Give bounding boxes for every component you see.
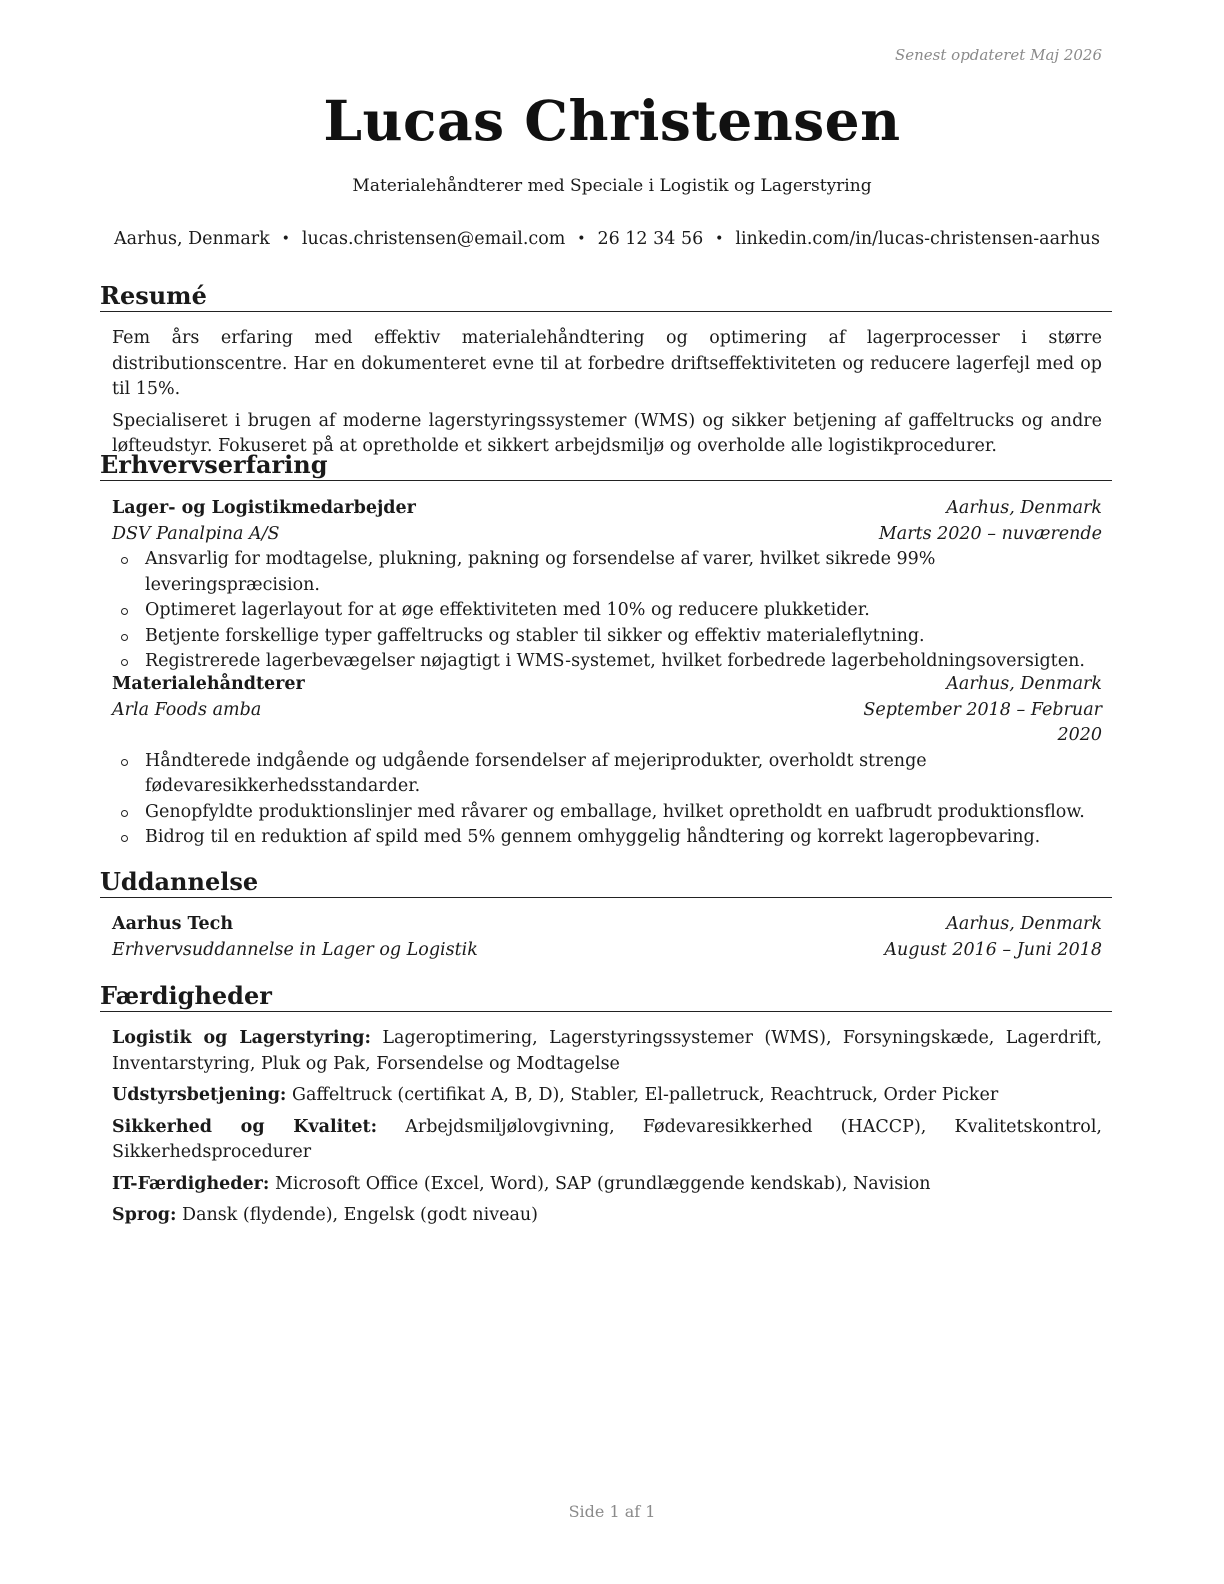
contact-email[interactable]: lucas.christensen@email.com bbox=[301, 229, 566, 249]
skill-line: IT-Færdigheder: Microsoft Office (Excel, Word), SAP (grundlæggende kendskab), Navision bbox=[112, 1173, 931, 1194]
job-dates: Marts 2020 – nuværende bbox=[878, 523, 1102, 544]
job-role: Lager- og Logistikmedarbejder bbox=[112, 498, 416, 518]
job-dates: September 2018 – Februar 2020 bbox=[863, 699, 1102, 745]
circle-bullet-icon bbox=[121, 810, 128, 817]
list-item: Ansvarlig for modtagelse, plukning, pakning og forsendelse af varer, hvilket sikrede 99% leveringspræcision. bbox=[112, 547, 1102, 598]
skill-line: Logistik og Lagerstyring: Lageroptimering, Lagerstyringssystemer (WMS), Forsyningskæde, Lagerdrift, Inventarstyring, Pluk og Pak, Forsendelse og Modtagelse bbox=[112, 1028, 1102, 1074]
candidate-name: Lucas Christensen bbox=[323, 88, 901, 153]
section-title-education: Uddannelse bbox=[100, 867, 1112, 898]
skills-section bbox=[112, 1026, 1102, 1235]
job-bullets bbox=[112, 749, 1102, 851]
circle-bullet-icon bbox=[121, 557, 128, 564]
circle-bullet-icon bbox=[121, 659, 128, 666]
job-location: Aarhus, Denmark bbox=[946, 498, 1102, 518]
section-title-summary: Resumé bbox=[100, 281, 1112, 312]
list-item: Bidrog til en reduktion af spild med 5% gennem omhyggelig håndtering og korrekt lageropbevaring. bbox=[112, 825, 1102, 851]
skill-line: Udstyrsbetjening: Gaffeltruck (certifikat A, B, D), Stabler, El-palletruck, Reachtruck, Order Picker bbox=[112, 1085, 999, 1105]
summary-section bbox=[112, 326, 1102, 466]
section-title-skills: Færdigheder bbox=[100, 981, 1112, 1012]
section-title-experience: Erhvervserfaring bbox=[100, 450, 1112, 481]
job-role: Materialehåndterer bbox=[112, 674, 305, 694]
education-entry bbox=[112, 912, 1102, 963]
skill-line: Sikkerhed og Kvalitet: Arbejdsmiljølovgivning, Fødevaresikkerhed (HACCP), Kvalitetskontrol, Sikkerhedsprocedurer bbox=[112, 1116, 1102, 1162]
circle-bullet-icon bbox=[121, 835, 128, 842]
headline: Materialehåndterer med Speciale i Logistik og Lagerstyring bbox=[352, 176, 872, 196]
job-company: DSV Panalpina A/S bbox=[112, 523, 280, 544]
circle-bullet-icon bbox=[121, 759, 128, 766]
contact-phone: 26 12 34 56 bbox=[597, 229, 704, 249]
separator-dot: • bbox=[281, 231, 290, 247]
page-number: Side 1 af 1 bbox=[568, 1502, 656, 1521]
education-dates: August 2016 – Juni 2018 bbox=[884, 939, 1102, 960]
job-bullets bbox=[112, 547, 1102, 675]
separator-dot: • bbox=[715, 231, 724, 247]
list-item: Håndterede indgående og udgående forsendelser af mejeriprodukter, overholdt strenge fødevaresikkerhedsstandarder. bbox=[112, 749, 1102, 800]
last-updated-note: Senest opdateret Maj 2026 bbox=[894, 46, 1102, 64]
job-company: Arla Foods amba bbox=[112, 699, 262, 720]
circle-bullet-icon bbox=[121, 608, 128, 615]
contact-linkedin[interactable]: linkedin.com/in/lucas-christensen-aarhus bbox=[735, 229, 1100, 249]
list-item: Registrerede lagerbevægelser nøjagtigt i WMS-systemet, hvilket forbedrede lagerbeholdningsoversigten. bbox=[112, 649, 1102, 675]
summary-paragraph: Specialiseret i brugen af moderne lagerstyringssystemer (WMS) og sikker betjening af gaffeltrucks og andre løfteudstyr. Fokuseret på at opretholde et sikkert arbejdsmiljø og overholde alle logistikprocedurer. bbox=[112, 410, 1102, 456]
list-item: Optimeret lagerlayout for at øge effektiviteten med 10% og reducere plukketider. bbox=[112, 598, 1102, 624]
circle-bullet-icon bbox=[121, 634, 128, 641]
contact-location: Aarhus, Denmark bbox=[114, 229, 270, 249]
school-location: Aarhus, Denmark bbox=[946, 914, 1102, 934]
summary-paragraph: Fem års erfaring med effektiv materialehåndtering og optimering af lagerprocesser i større distributionscentre. Har en dokumenteret evne til at forbedre driftseffektiviteten og reducere lagerfejl med op til 15%. bbox=[112, 328, 1102, 399]
skill-line: Sprog: Dansk (flydende), Engelsk (godt niveau) bbox=[112, 1205, 539, 1225]
job-location: Aarhus, Denmark bbox=[946, 674, 1102, 694]
list-item: Betjente forskellige typer gaffeltrucks og stabler til sikker og effektiv materialeflytning. bbox=[112, 624, 1102, 650]
separator-dot: • bbox=[577, 231, 586, 247]
degree: Erhvervsuddannelse in Lager og Logistik bbox=[112, 939, 478, 960]
job-entry bbox=[112, 496, 1102, 675]
school-name: Aarhus Tech bbox=[112, 914, 234, 934]
list-item: Genopfyldte produktionslinjer med råvarer og emballage, hvilket opretholdt en uafbrudt produktionsflow. bbox=[112, 800, 1102, 826]
contact-line bbox=[100, 229, 1112, 249]
job-entry bbox=[112, 672, 1102, 851]
